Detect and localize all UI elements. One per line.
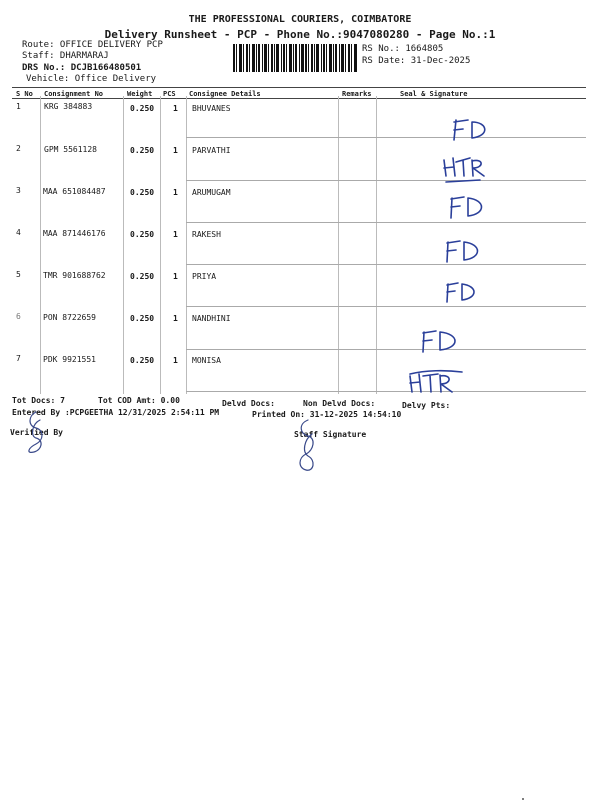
row-sno: 4	[16, 228, 21, 237]
verifier-signature-image	[22, 410, 50, 456]
row-sno: 5	[16, 270, 21, 279]
col-divider	[40, 96, 41, 394]
company-name: THE PROFESSIONAL COURIERS, COIMBATORE	[188, 14, 412, 25]
row-weight: 0.250	[130, 356, 155, 365]
row-sno: 6	[16, 312, 21, 321]
row-pcs: 1	[173, 146, 178, 155]
row-pcs: 1	[173, 188, 178, 197]
col-divider	[123, 96, 124, 394]
row-rule	[186, 306, 586, 307]
handwritten-htr-mark	[440, 152, 496, 186]
row-rule	[186, 349, 586, 350]
row-consignment: GPM 5561128	[44, 145, 97, 154]
row-sno: 7	[16, 354, 21, 363]
handwritten-fd-mark	[442, 278, 486, 306]
col-header-remarks: Remarks	[342, 90, 372, 98]
row-sno: 1	[16, 102, 21, 111]
row-pcs: 1	[173, 314, 178, 323]
rs-number: RS No.: 1664805	[362, 44, 444, 54]
row-sno: 3	[16, 186, 21, 195]
row-rule	[186, 391, 586, 392]
col-divider	[160, 96, 161, 394]
row-consignee: BHUVANES	[192, 104, 231, 113]
total-cod-amount: Tot COD Amt: 0.00	[98, 396, 180, 405]
row-consignee: PARVATHI	[192, 146, 231, 155]
col-header-pcs: PCS	[163, 90, 176, 98]
row-consignee: NANDHINI	[192, 314, 231, 323]
row-consignment: MAA 871446176	[43, 229, 106, 238]
row-consignment: PDK 9921551	[43, 355, 96, 364]
row-consignee: ARUMUGAM	[192, 188, 231, 197]
col-header-weight: Weight	[127, 90, 153, 98]
handwritten-fd-mark	[418, 326, 466, 356]
runsheet-title: Delivery Runsheet - PCP - Phone No.:9047080280 - Page No.:1	[104, 28, 496, 41]
staff-signature-label: Staff Signature	[294, 430, 367, 439]
row-weight: 0.250	[130, 146, 155, 155]
row-weight: 0.250	[130, 104, 155, 113]
handwritten-htr-mark	[406, 366, 466, 398]
staff-signature-image	[292, 418, 320, 474]
row-consignment: KRG 384883	[44, 102, 93, 111]
total-docs: Tot Docs: 7	[12, 396, 65, 405]
row-consignee: RAKESH	[192, 230, 221, 239]
col-header-consignee: Consignee Details	[189, 90, 261, 98]
rs-date: RS Date: 31-Dec-2025	[362, 56, 471, 66]
row-consignee: PRIYA	[192, 272, 217, 281]
entered-by: Entered By :PCPGEETHA 12/31/2025 2:54:11 PM	[12, 408, 220, 417]
row-rule	[186, 180, 586, 181]
delivered-docs: Delvd Docs:	[222, 399, 275, 408]
non-delivered-docs: Non Delvd Docs:	[303, 399, 376, 408]
row-pcs: 1	[173, 272, 178, 281]
table-top-rule	[12, 87, 586, 88]
row-pcs: 1	[173, 356, 178, 365]
row-weight: 0.250	[130, 188, 155, 197]
row-weight: 0.250	[130, 230, 155, 239]
row-consignee: MONISA	[192, 356, 221, 365]
vehicle-label: Vehicle: Office Delivery	[26, 74, 157, 84]
row-pcs: 1	[173, 230, 178, 239]
row-weight: 0.250	[130, 314, 155, 323]
row-sno: 2	[16, 144, 21, 153]
col-header-consignment: Consignment No	[44, 90, 104, 98]
handwritten-fd-mark	[442, 236, 488, 266]
row-pcs: 1	[173, 104, 178, 113]
handwritten-fd-mark	[448, 116, 496, 144]
verified-by-label: Verified By	[10, 428, 63, 437]
row-consignment: PON 8722659	[43, 313, 96, 322]
delivery-points: Delvy Pts:	[402, 401, 451, 410]
row-weight: 0.250	[130, 272, 155, 281]
handwritten-fd-mark	[446, 192, 492, 222]
col-header-sno: S No	[16, 90, 33, 98]
printed-on: Printed On: 31-12-2025 14:54:10	[252, 410, 402, 419]
row-consignment: TMR 901688762	[43, 271, 106, 280]
row-rule	[186, 137, 586, 138]
row-consignment: MAA 651084487	[43, 187, 106, 196]
row-rule	[186, 222, 586, 223]
barcode-image	[233, 44, 357, 72]
table-header-rule	[12, 98, 586, 99]
route-label: Route: OFFICE DELIVERY PCP	[22, 40, 163, 50]
col-header-seal: Seal & Signature	[400, 90, 468, 98]
drs-number: DRS No.: DCJB166480501	[22, 63, 142, 73]
staff-label: Staff: DHARMARAJ	[22, 51, 109, 61]
row-rule	[186, 264, 586, 265]
